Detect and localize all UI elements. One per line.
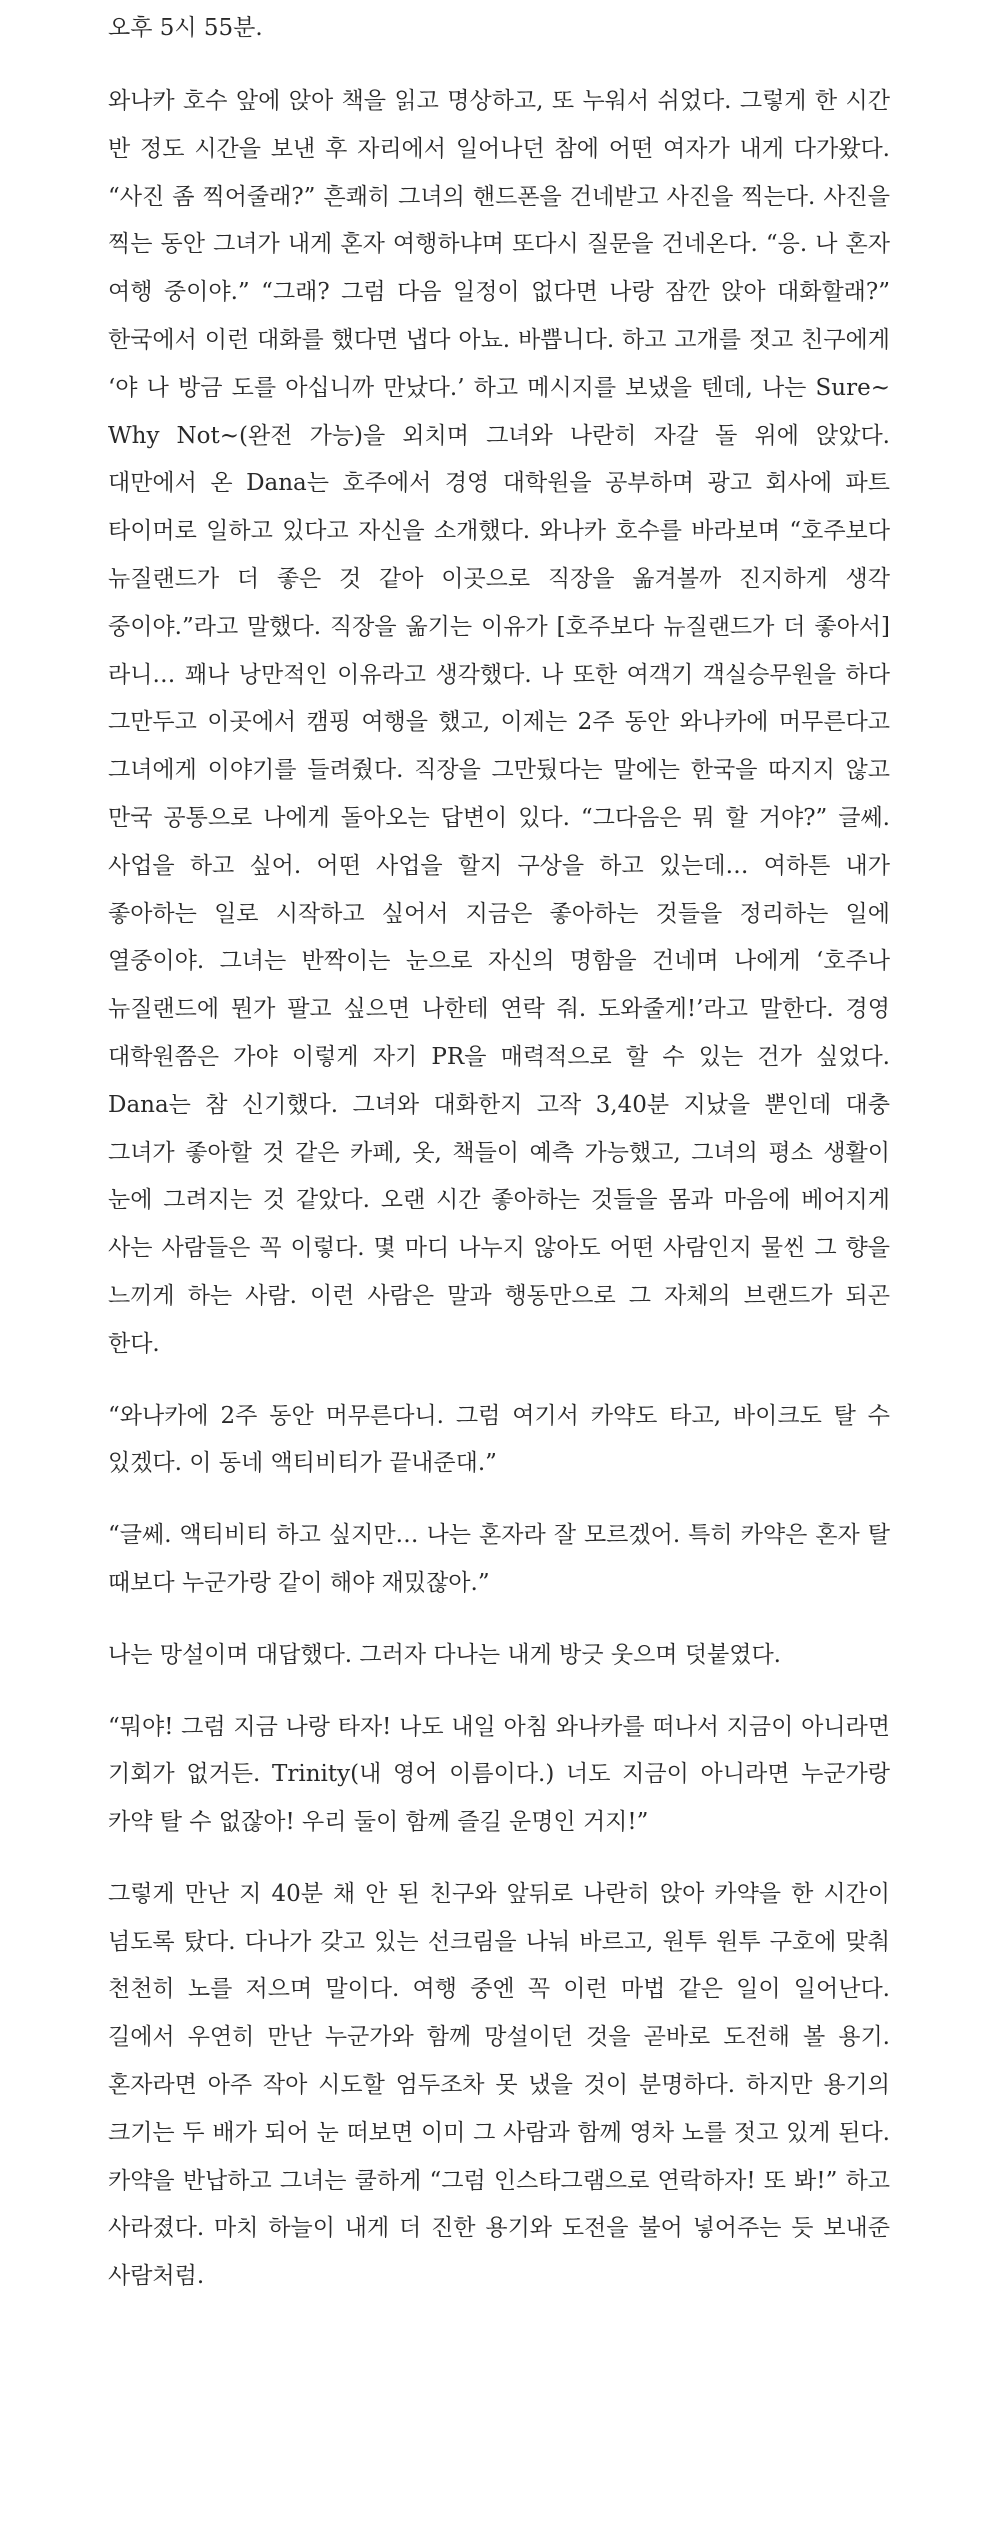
paragraph-dana-invitation: “뭐야! 그럼 지금 나랑 타자! 나도 내일 아침 와나카를 떠나서 지금이 아니라면 기회가 없거든. Trinity(내 영어 이름이다.) 너도 지금이 아니라면 누군가랑 카약 탈 수 없잖아! 우리 둘이 함께 즐길 운명인 거지!”: [108, 1713, 890, 1836]
paragraph-my-reply: “글쎄. 액티비티 하고 싶지만… 나는 혼자라 잘 모르겠어. 특히 카약은 혼자 탈 때보다 누군가랑 같이 해야 재밌잖아.”: [108, 1522, 890, 1596]
time-heading: 오후 5시 55분.: [108, 15, 263, 41]
paragraph-meeting-dana: 와나카 호수 앞에 앉아 책을 읽고 명상하고, 또 누워서 쉬었다. 그렇게 한 시간 반 정도 시간을 보낸 후 자리에서 일어나던 참에 어떤 여자가 내게 다가왔다. “사진 좀 찍어줄래?” 흔쾌히 그녀의 핸드폰을 건네받고 사진을 찍는다. 사진을 찍는 동안 그녀가 내게 혼자 여행하냐며 또다시 질문을 건네온다. “응. 나 혼자 여행 중이야.” “그래? 그럼 다음 일정이 없다면 나랑 잠깐 앉아 대화할래?” 한국에서 이런 대화를 했다면 냅다 아뇨. 바쁩니다. 하고 고개를 젓고 친구에게 ‘야 나 방금 도를 아십니까 만났다.’ 하고 메시지를 보냈을 텐데, 나는 Sure~ Why Not~(완전 가능)을 외치며 그녀와 나란히 자갈 돌 위에 앉았다. 대만에서 온 Dana는 호주에서 경영 대학원을 공부하며 광고 회사에 파트 타이머로 일하고 있다고 자신을 소개했다. 와나카 호수를 바라보며 “호주보다 뉴질랜드가 더 좋은 것 같아 이곳으로 직장을 옮겨볼까 진지하게 생각 중이야.”라고 말했다. 직장을 옮기는 이유가 [호주보다 뉴질랜드가 더 좋아서] 라니… 꽤나 낭만적인 이유라고 생각했다. 나 또한 여객기 객실승무원을 하다 그만두고 이곳에서 캠핑 여행을 했고, 이제는 2주 동안 와나카에 머무른다고 그녀에게 이야기를 들려줬다. 직장을 그만뒀다는 말에는 한국을 따지지 않고 만국 공통으로 나에게 돌아오는 답변이 있다. “그다음은 뭐 할 거야?” 글쎄. 사업을 하고 싶어. 어떤 사업을 할지 구상을 하고 있는데… 여하튼 내가 좋아하는 일로 시작하고 싶어서 지금은 좋아하는 것들을 정리하는 일에 열중이야. 그녀는 반짝이는 눈으로 자신의 명함을 건네며 나에게 ‘호주나 뉴질랜드에 뭔가 팔고 싶으면 나한테 연락 줘. 도와줄게!’라고 말한다. 경영 대학원쯤은 가야 이렇게 자기 PR을 매력적으로 할 수 있는 건가 싶었다. Dana는 참 신기했다. 그녀와 대화한지 고작 3,40분 지났을 뿐인데 대충 그녀가 좋아할 것 같은 카페, 옷, 책들이 예측 가능했고, 그녀의 평소 생활이 눈에 그려지는 것 같았다. 오랜 시간 좋아하는 것들을 몸과 마음에 베어지게 사는 사람들은 꼭 이렇다. 몇 마디 나누지 않아도 어떤 사람인지 물씬 그 향을 느끼게 하는 사람. 이런 사람은 말과 행동만으로 그 자체의 브랜드가 되곤 한다.: [108, 88, 890, 1357]
paragraph-narration: 나는 망설이며 대답했다. 그러자 다나는 내게 방긋 웃으며 덧붙였다.: [108, 1641, 781, 1668]
paragraph-dana-quote-activities: “와나카에 2주 동안 머무른다니. 그럼 여기서 카약도 타고, 바이크도 탈 수 있겠다. 이 동네 액티비티가 끝내준대.”: [108, 1402, 890, 1477]
paragraph-kayaking: 그렇게 만난 지 40분 채 안 된 친구와 앞뒤로 나란히 앉아 카약을 한 시간이 넘도록 탔다. 다나가 갖고 있는 선크림을 나눠 바르고, 원투 원투 구호에 맞춰 천천히 노를 저으며 말이다. 여행 중엔 꼭 이런 마법 같은 일이 일어난다. 길에서 우연히 만난 누군가와 함께 망설이던 것을 곧바로 도전해 볼 용기. 혼자라면 아주 작아 시도할 엄두조차 못 냈을 것이 분명하다. 하지만 용기의 크기는 두 배가 되어 눈 떠보면 이미 그 사람과 함께 영차 노를 젓고 있게 된다. 카약을 반납하고 그녀는 쿨하게 “그럼 인스타그램으로 연락하자! 또 봐!” 하고 사라졌다. 마치 하늘이 내게 더 진한 용기와 도전을 불어 넣어주는 듯 보내준 사람처럼.: [108, 1880, 890, 2290]
